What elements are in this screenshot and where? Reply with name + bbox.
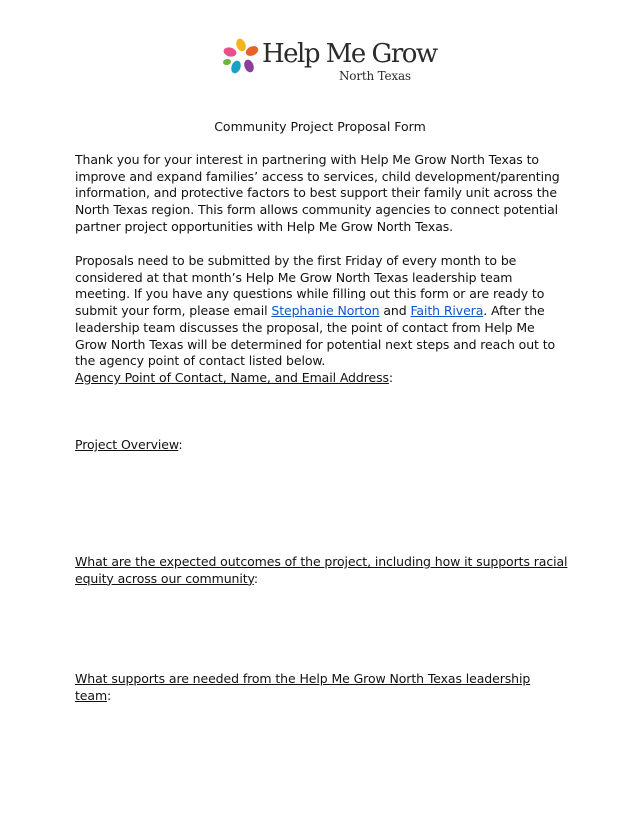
petal-orange xyxy=(244,44,260,58)
help-me-grow-logo xyxy=(222,38,437,88)
petal-pink xyxy=(223,46,238,58)
field-colon: : xyxy=(253,570,259,586)
field-label: Project Overview xyxy=(75,437,179,452)
field-label: What are the expected outcomes of the project, including how it supports racial equity across our community xyxy=(75,554,568,586)
field-expected-outcomes xyxy=(75,554,570,587)
proposal-paragraph xyxy=(75,253,570,370)
proposal-text-before: Proposals need to be submitted by the first Friday of every month to be considered at that month’s Help Me Grow North Texas leadership team meeting. If you have any questions while filling out this form or are ready to submit your form, please email xyxy=(75,253,545,319)
logo-wordmark: Help Me Grow xyxy=(262,39,437,69)
proposal-text-after: . After the leadership team discusses the proposal, the point of contact from Help Me Grow North Texas will be determined for potential next steps and reach out to the agency point of contact listed below. xyxy=(75,303,556,369)
petal-blue xyxy=(230,59,243,74)
form-title: Community Project Proposal Form xyxy=(214,119,426,134)
faith-rivera-email-link[interactable]: Faith Rivera xyxy=(410,303,484,319)
petal-yellow xyxy=(235,38,248,53)
field-agency-contact xyxy=(75,370,570,387)
stephanie-norton-email-link[interactable]: Stephanie Norton xyxy=(271,303,380,319)
petal-green xyxy=(223,58,232,65)
proposal-and: and xyxy=(379,303,411,319)
field-colon: : xyxy=(107,687,112,703)
intro-paragraph: Thank you for your interest in partnering with Help Me Grow North Texas to improve and expand families’ access to services, child development/parenting information, and protective factors to best support their family unit across the North Texas region. This form allows community agencies to connect potential partner project opportunities with Help Me Grow North Texas. xyxy=(75,152,560,234)
field-colon: : xyxy=(178,437,183,452)
field-label: What supports are needed from the Help Me Grow North Texas leadership team xyxy=(75,671,531,703)
petal-purple xyxy=(243,58,256,73)
field-colon: : xyxy=(388,370,394,385)
logo-subtitle: North Texas xyxy=(339,69,411,83)
flower-logo-icon xyxy=(222,38,266,78)
field-project-overview xyxy=(75,437,570,454)
field-label: Agency Point of Contact, Name, and Email Address xyxy=(75,370,389,385)
field-supports-needed xyxy=(75,671,570,704)
